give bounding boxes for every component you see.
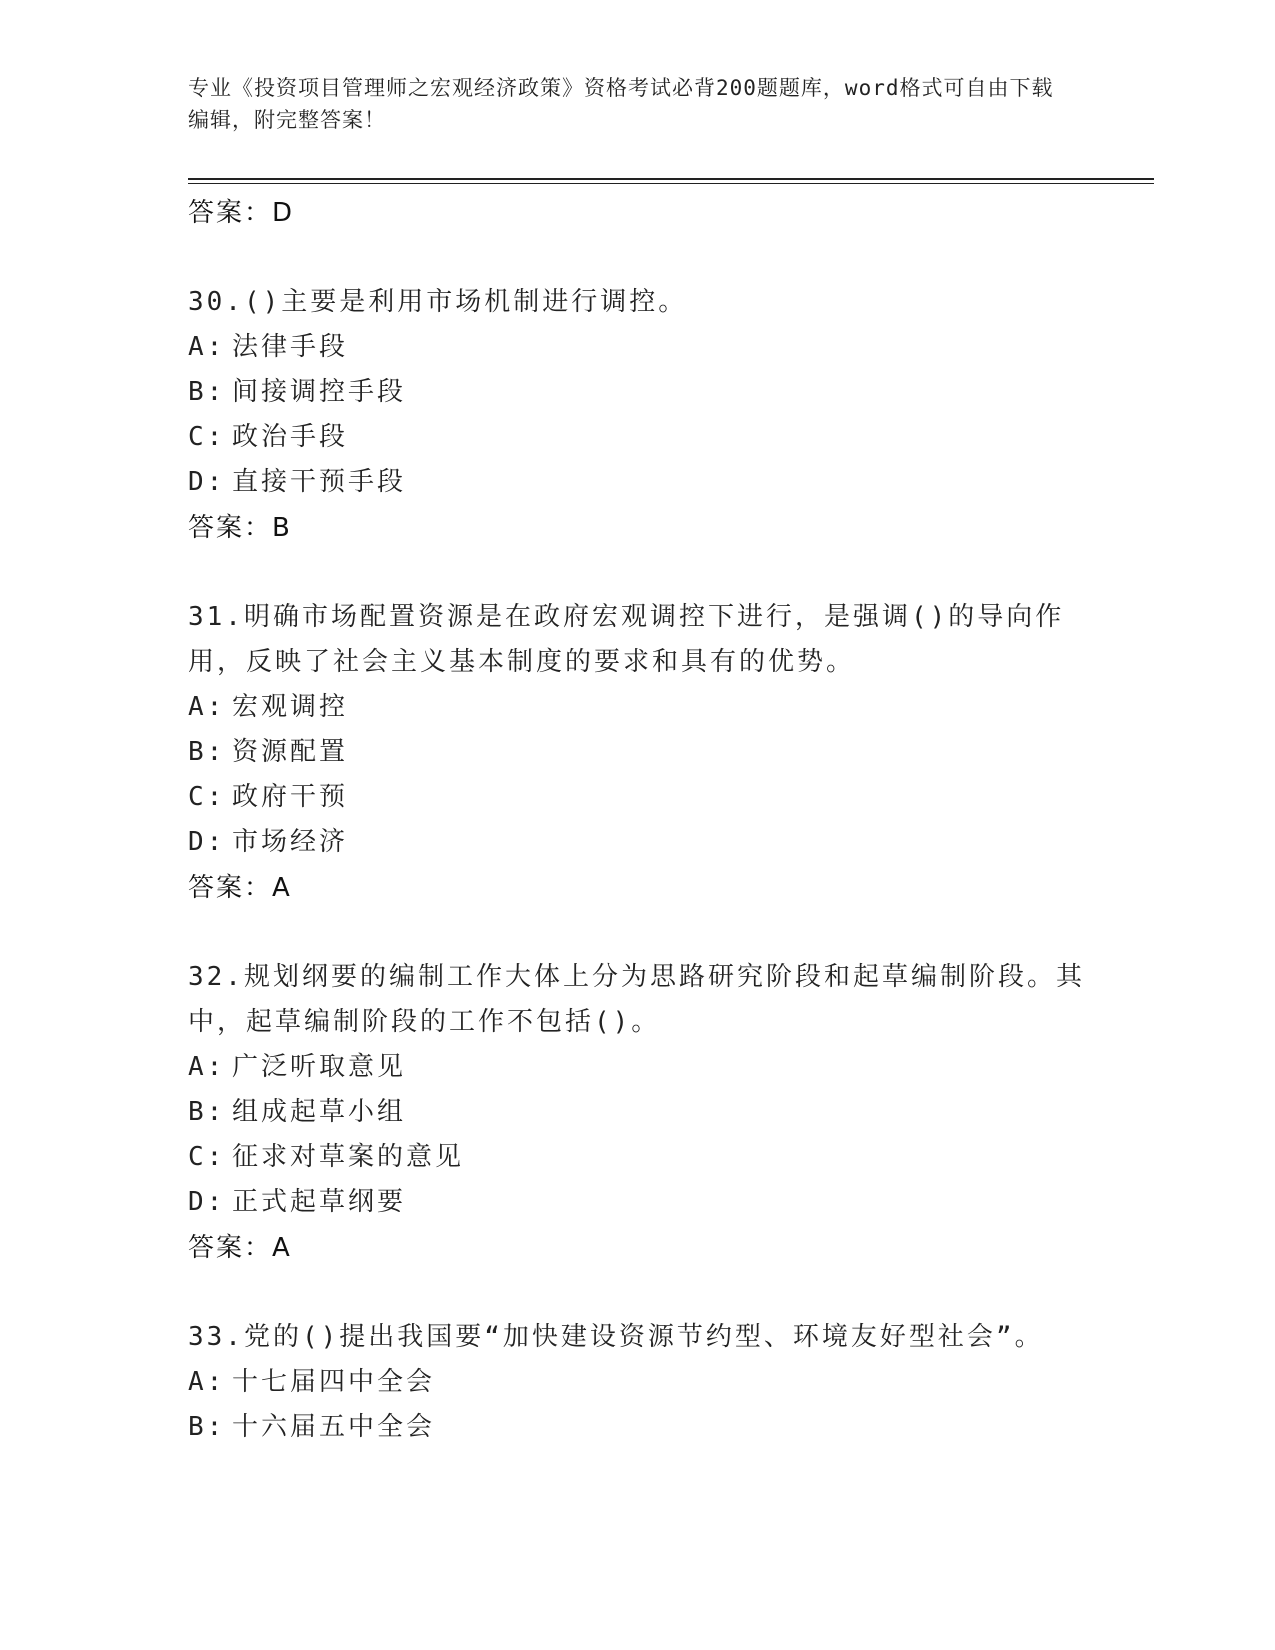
option-c — [188, 1135, 1088, 1180]
question-list — [188, 190, 1088, 1450]
option-key: B: — [188, 1097, 226, 1127]
option-key: D: — [188, 1187, 226, 1217]
header-divider — [188, 178, 1154, 184]
option-b — [188, 1405, 1088, 1450]
option-text: 宏观调控 — [232, 692, 349, 722]
option-text: 组成起草小组 — [232, 1097, 407, 1127]
question-stem: 33.党的()提出我国要“加快建设资源节约型、环境友好型社会”。 — [188, 1322, 1044, 1352]
option-text: 市场经济 — [232, 827, 349, 857]
option-text: 征求对草案的意见 — [232, 1142, 465, 1172]
option-text: 间接调控手段 — [232, 377, 407, 407]
option-b — [188, 1090, 1088, 1135]
option-text: 政治手段 — [232, 422, 349, 452]
option-b — [188, 730, 1088, 775]
answer-line: 答案：B — [188, 513, 292, 543]
question-stem: 31.明确市场配置资源是在政府宏观调控下进行，是强调()的导向作用，反映了社会主义基本制度的要求和具有的优势。 — [188, 602, 1065, 677]
option-key: C: — [188, 782, 226, 812]
option-text: 广泛听取意见 — [232, 1052, 407, 1082]
option-key: B: — [188, 377, 226, 407]
option-a — [188, 685, 1088, 730]
option-key: A: — [188, 1367, 226, 1397]
option-a — [188, 325, 1088, 370]
question-stem: 30.()主要是利用市场机制进行调控。 — [188, 287, 688, 317]
option-text: 直接干预手段 — [232, 467, 407, 497]
answer-line: 答案：D — [188, 198, 295, 228]
question-item — [188, 1315, 1088, 1450]
option-d — [188, 1180, 1088, 1225]
option-key: B: — [188, 1412, 226, 1442]
option-c — [188, 775, 1088, 820]
question-item — [188, 595, 1088, 911]
option-key: A: — [188, 1052, 226, 1082]
option-b — [188, 370, 1088, 415]
option-key: C: — [188, 1142, 226, 1172]
option-text: 政府干预 — [232, 782, 349, 812]
option-text: 十六届五中全会 — [232, 1412, 436, 1442]
question-item — [188, 280, 1088, 551]
answer-line: 答案：A — [188, 873, 292, 903]
document-header: 专业《投资项目管理师之宏观经济政策》资格考试必背200题题库，word格式可自由下载编辑，附完整答案！ — [188, 76, 1054, 132]
question-stem: 32.规划纲要的编制工作大体上分为思路研究阶段和起草编制阶段。其中，起草编制阶段的工作不包括()。 — [188, 962, 1085, 1037]
option-a — [188, 1360, 1088, 1405]
question-item — [188, 955, 1088, 1271]
option-text: 十七届四中全会 — [232, 1367, 436, 1397]
option-key: D: — [188, 827, 226, 857]
option-d — [188, 820, 1088, 865]
option-d — [188, 460, 1088, 505]
option-text: 正式起草纲要 — [232, 1187, 407, 1217]
option-key: C: — [188, 422, 226, 452]
option-c — [188, 415, 1088, 460]
option-a — [188, 1045, 1088, 1090]
option-text: 资源配置 — [232, 737, 349, 767]
option-key: B: — [188, 737, 226, 767]
option-key: A: — [188, 332, 226, 362]
option-key: A: — [188, 692, 226, 722]
option-key: D: — [188, 467, 226, 497]
answer-line: 答案：A — [188, 1233, 292, 1263]
option-text: 法律手段 — [232, 332, 349, 362]
